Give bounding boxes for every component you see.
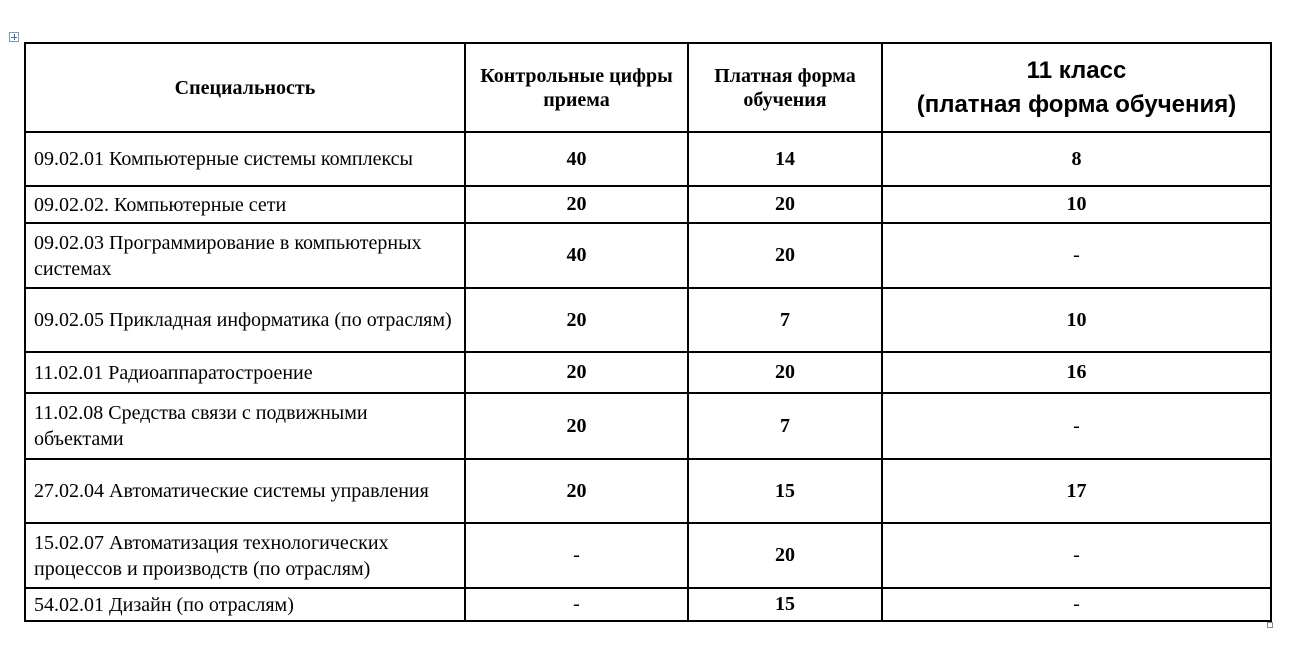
- header-specialty: Специальность: [25, 43, 465, 132]
- table-row: [25, 352, 1271, 393]
- cell-specialty: 09.02.01 Компьютерные системы комплексы: [25, 132, 465, 186]
- cell-paid: 7: [688, 393, 882, 459]
- table-move-handle-icon[interactable]: [9, 32, 19, 42]
- cell-paid: 7: [688, 288, 882, 352]
- cell-paid: 20: [688, 352, 882, 393]
- table-row: [25, 186, 1271, 223]
- cell-grade11-paid: -: [882, 393, 1271, 459]
- cell-specialty: 09.02.02. Компьютерные сети: [25, 186, 465, 223]
- cell-control-figures: 20: [465, 393, 688, 459]
- table-row: [25, 523, 1271, 588]
- cell-grade11-paid: 17: [882, 459, 1271, 523]
- specialties-table: [24, 42, 1272, 622]
- table-row: [25, 288, 1271, 352]
- cell-grade11-paid: -: [882, 223, 1271, 288]
- cell-control-figures: 20: [465, 186, 688, 223]
- cell-paid: 20: [688, 523, 882, 588]
- cell-grade11-paid: 10: [882, 288, 1271, 352]
- cell-specialty: 09.02.05 Прикладная информатика (по отраслям): [25, 288, 465, 352]
- header-grade11-line1: 11 класс: [1026, 56, 1127, 84]
- cell-specialty: 09.02.03 Программирование в компьютерных системах: [25, 223, 465, 288]
- table-row: [25, 588, 1271, 621]
- table-row: [25, 223, 1271, 288]
- cell-paid: 15: [688, 459, 882, 523]
- cell-paid: 15: [688, 588, 882, 621]
- table-row: [25, 393, 1271, 459]
- table-row: [25, 132, 1271, 186]
- cell-grade11-paid: 8: [882, 132, 1271, 186]
- cell-paid: 20: [688, 186, 882, 223]
- cell-specialty: 54.02.01 Дизайн (по отраслям): [25, 588, 465, 621]
- cell-control-figures: -: [465, 588, 688, 621]
- cell-paid: 20: [688, 223, 882, 288]
- cell-grade11-paid: 10: [882, 186, 1271, 223]
- header-grade11-line2: (платная форма обучения): [916, 90, 1237, 118]
- cell-grade11-paid: 16: [882, 352, 1271, 393]
- cell-paid: 14: [688, 132, 882, 186]
- header-paid-form: Платная форма обучения: [688, 43, 882, 132]
- cell-grade11-paid: -: [882, 523, 1271, 588]
- cell-control-figures: 20: [465, 459, 688, 523]
- header-control-figures: Контрольные цифры приема: [465, 43, 688, 132]
- cell-specialty: 15.02.07 Автоматизация технологических процессов и производств (по отраслям): [25, 523, 465, 588]
- cell-control-figures: 20: [465, 288, 688, 352]
- cell-specialty: 11.02.01 Радиоаппаратостроение: [25, 352, 465, 393]
- cell-control-figures: -: [465, 523, 688, 588]
- table-header-row: [25, 43, 1271, 132]
- table-row: [25, 459, 1271, 523]
- cell-control-figures: 20: [465, 352, 688, 393]
- cell-grade11-paid: -: [882, 588, 1271, 621]
- cell-control-figures: 40: [465, 132, 688, 186]
- cell-specialty: 27.02.04 Автоматические системы управления: [25, 459, 465, 523]
- cell-specialty: 11.02.08 Средства связи с подвижными объектами: [25, 393, 465, 459]
- cell-control-figures: 40: [465, 223, 688, 288]
- table-resize-handle-icon[interactable]: [1267, 622, 1273, 628]
- header-grade11-paid: [882, 43, 1271, 132]
